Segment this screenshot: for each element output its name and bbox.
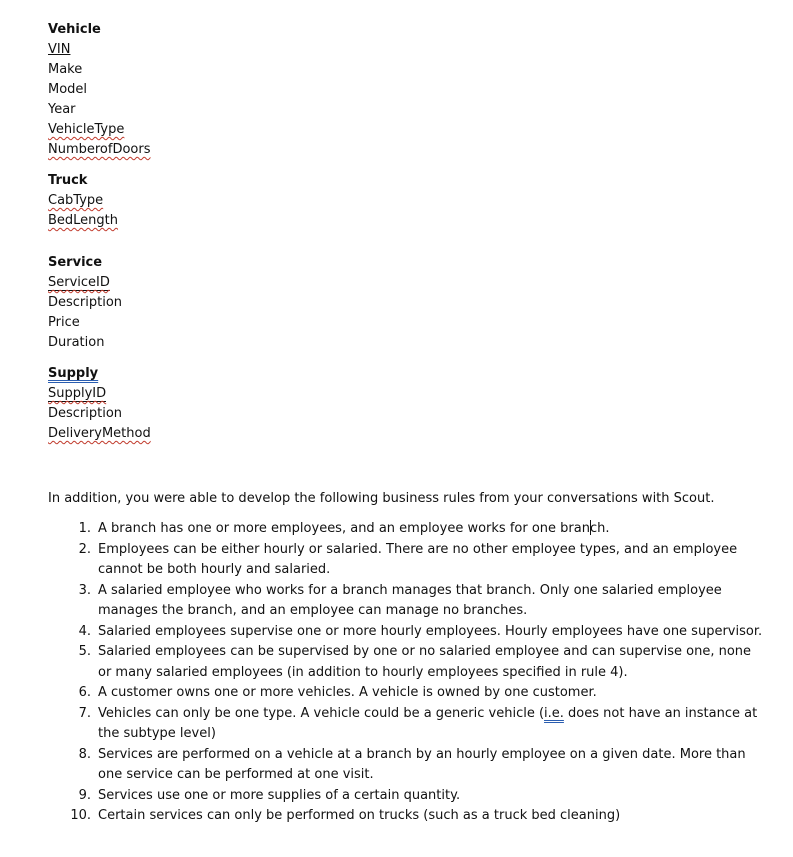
entity-title-service: Service: [48, 255, 103, 270]
vehicle-field-make: Make: [48, 62, 83, 77]
entity-title-supply: Supply: [48, 366, 99, 381]
rule-text[interactable]: Salaried employees can be supervised by one or no salaried employee and can supervise one, none or many salaried employees (in addition to hourly employees specified in rule 4).: [98, 644, 752, 680]
rule-item: [48, 683, 768, 704]
service-field-description: Description: [48, 295, 123, 310]
vehicle-field-year: Year: [48, 102, 76, 117]
rule-text-part: ch.: [589, 521, 610, 536]
rule-number: 10.: [70, 808, 91, 823]
rule-text[interactable]: Services are performed on a vehicle at a branch by an hourly employee on a given date. More than one service can be performed at one visit.: [98, 746, 746, 782]
rule-number: 4.: [78, 623, 91, 639]
rule-number: 2.: [78, 541, 91, 557]
rule-text[interactable]: A salaried employee who works for a branch manages that branch. Only one salaried employee manages the branch, and an employee can manage no branches.: [98, 582, 722, 618]
rule-text-part: Vehicles can only be one type. A vehicle could be a generic vehicle (: [98, 705, 545, 721]
entity-supply: [48, 364, 768, 444]
rule-text-part: does not have an instance at the subtype level): [98, 705, 758, 741]
rule-text[interactable]: A customer owns one or more vehicles. A vehicle is owned by one customer.: [98, 685, 597, 700]
rule-text[interactable]: Employees can be either hourly or salaried. There are no other employee types, and an employee cannot be both hourly and salaried.: [98, 541, 738, 577]
rule-number: 3.: [78, 582, 91, 598]
rule-item: [48, 786, 768, 807]
rule-number: 1.: [78, 521, 91, 536]
service-field-serviceid: ServiceID: [48, 275, 110, 290]
service-field-duration: Duration: [48, 335, 105, 350]
entity-service: [48, 253, 768, 353]
business-rules-intro: In addition, you were able to develop the following business rules from your conversations with Scout.: [48, 491, 715, 506]
service-field-price: Price: [48, 315, 80, 330]
entity-title-vehicle: Vehicle: [48, 22, 101, 37]
vehicle-field-numberofdoors: NumberofDoors: [48, 142, 151, 157]
rule-item: [48, 519, 768, 540]
rule-text[interactable]: Salaried employees supervise one or more hourly employees. Hourly employees have one supervisor.: [98, 623, 763, 639]
rule-item: [48, 745, 768, 786]
rule-number: 9.: [78, 787, 91, 803]
rule-number: 8.: [78, 746, 91, 762]
rule-item: [48, 581, 768, 622]
supply-field-description: Description: [48, 406, 123, 421]
rule-number: 7.: [78, 705, 91, 721]
rule-number: 5.: [78, 644, 91, 659]
vehicle-field-model: Model: [48, 82, 88, 97]
rule-text-ie: i.e.: [544, 705, 564, 721]
rule-text[interactable]: Services use one or more supplies of a certain quantity.: [98, 787, 461, 803]
rule-item: [48, 622, 768, 643]
rule-item: [48, 642, 768, 683]
vehicle-field-vin: VIN: [48, 42, 71, 57]
rule-text[interactable]: [98, 704, 768, 745]
truck-field-bedlength: BedLength: [48, 213, 119, 228]
supply-field-supplyid: SupplyID: [48, 386, 107, 401]
rule-number: 6.: [78, 685, 91, 700]
rule-text[interactable]: [98, 519, 768, 540]
supply-field-deliverymethod: DeliveryMethod: [48, 426, 151, 441]
rule-item: [48, 806, 768, 827]
rule-item: [48, 704, 768, 745]
rule-item: [48, 540, 768, 581]
rule-text[interactable]: Certain services can only be performed on trucks (such as a truck bed cleaning): [98, 808, 621, 823]
rule-text-part: A branch has one or more employees, and an employee works for one bran: [98, 521, 590, 536]
entity-truck: [48, 171, 768, 231]
entity-vehicle: [48, 20, 768, 160]
vehicle-field-vehicletype: VehicleType: [48, 122, 125, 137]
document-page: [48, 20, 768, 827]
entity-title-truck: Truck: [48, 173, 88, 188]
truck-field-cabtype: CabType: [48, 193, 104, 208]
business-rules-list: [48, 519, 768, 827]
